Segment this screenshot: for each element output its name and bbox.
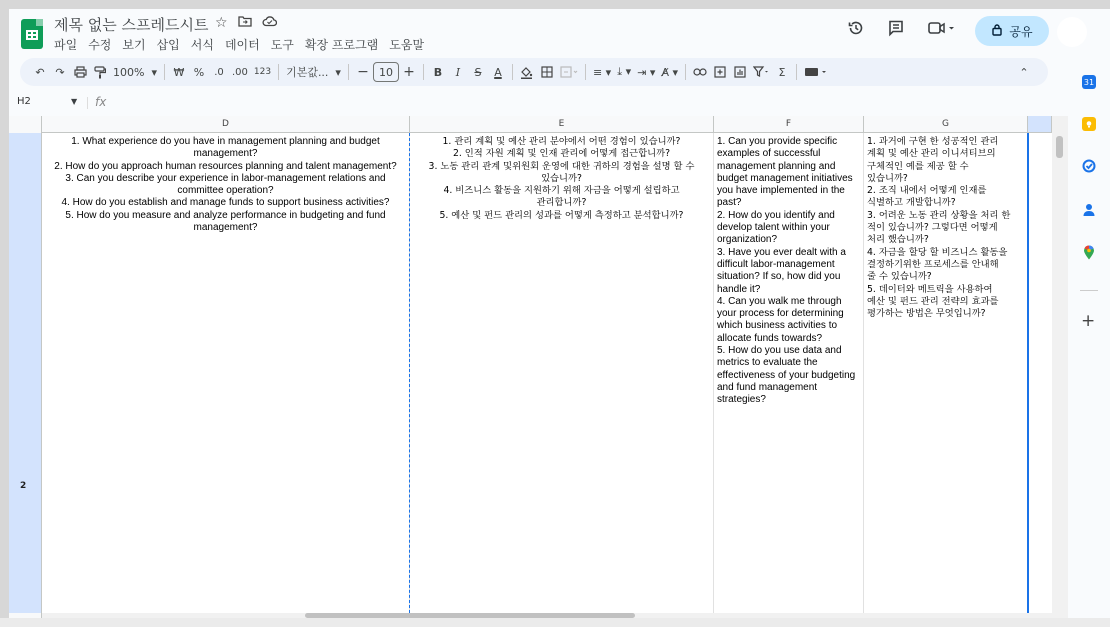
cell-line: 2. How do you identify and bbox=[717, 209, 835, 221]
cell-line: allocate funds towards? bbox=[717, 332, 823, 344]
divider bbox=[796, 64, 797, 80]
cell-line: situation? If so, how did you bbox=[717, 271, 841, 283]
tasks-icon[interactable] bbox=[1082, 159, 1096, 173]
menu-edit[interactable]: 수정 bbox=[88, 38, 112, 52]
text-rotate-icon[interactable]: A̸ ▾ bbox=[661, 65, 678, 79]
strikethrough-button[interactable]: S bbox=[474, 65, 482, 79]
move-folder-icon[interactable] bbox=[238, 15, 252, 31]
cell-line: 3. 노동 관리 관계 및위원회 운영에 대한 귀하의 경험을 설명 할 수 bbox=[428, 160, 695, 172]
cell-line: 적이 있습니까? 그렇다면 어떻게 bbox=[867, 222, 998, 234]
column-header-e[interactable]: E bbox=[410, 116, 714, 133]
cell-line: 줄 수 있습니까? bbox=[867, 271, 932, 283]
cell-line: 3. 어려운 노동 관리 상황을 처리 한 bbox=[867, 209, 1011, 221]
italic-button[interactable]: I bbox=[455, 65, 461, 79]
share-label: 공유 bbox=[1009, 24, 1033, 39]
zoom-select[interactable]: 100% ▾ bbox=[113, 65, 157, 79]
merge-cells-icon[interactable] bbox=[557, 60, 581, 84]
sheet-grid[interactable] bbox=[9, 116, 1052, 618]
divider bbox=[1080, 290, 1098, 291]
menu-bar bbox=[54, 36, 424, 53]
print-icon[interactable] bbox=[70, 60, 90, 84]
fx-label: fx bbox=[95, 95, 107, 109]
scroll-thumb[interactable] bbox=[1056, 136, 1063, 158]
menu-data[interactable]: 데이터 bbox=[224, 38, 260, 52]
cell-line: 4. Can you walk me through bbox=[717, 295, 842, 307]
cell-line: 식별하고 개발합니까? bbox=[867, 197, 956, 209]
row-header-2[interactable]: 2 bbox=[20, 481, 27, 491]
divider bbox=[348, 64, 349, 80]
menu-insert[interactable]: 삽입 bbox=[156, 38, 180, 52]
collapse-toolbar-icon[interactable]: ⌃ bbox=[1019, 65, 1029, 79]
input-tools-icon[interactable] bbox=[801, 60, 831, 84]
lock-icon bbox=[991, 23, 1003, 39]
menu-format[interactable]: 서식 bbox=[190, 38, 214, 52]
font-size-input[interactable]: 10 bbox=[373, 62, 399, 82]
cell-line: 1. What experience do you have in management planning and budget bbox=[71, 136, 380, 147]
cell-line: management? bbox=[193, 148, 258, 160]
text-wrap-icon[interactable]: ⇥ ▾ bbox=[637, 65, 656, 79]
cell-line: 5. How do you measure and analyze performance in budgeting and fund bbox=[65, 209, 386, 221]
insert-comment-icon[interactable] bbox=[710, 60, 730, 84]
window-frame-bottom bbox=[0, 618, 1110, 627]
cell-line: management? bbox=[193, 222, 258, 234]
cell-line: 3. Have you ever dealt with a bbox=[717, 246, 846, 258]
borders-icon[interactable] bbox=[537, 60, 557, 84]
number-format-button[interactable]: 123 bbox=[253, 67, 272, 77]
row-headers bbox=[9, 116, 42, 618]
percent-format-button[interactable]: % bbox=[193, 65, 205, 79]
cell-line: 5. 예산 및 펀드 관리의 성과를 어떻게 측정하고 분석합니까? bbox=[439, 209, 684, 221]
toolbar bbox=[20, 58, 1048, 86]
cell-line: metrics to evaluate the bbox=[717, 357, 818, 369]
cell-line: committee operation? bbox=[177, 185, 274, 197]
cell-line: 1. 관리 계획 및 예산 관리 분야에서 어떤 경험이 있습니까? bbox=[442, 136, 681, 147]
add-icon[interactable]: + bbox=[1081, 311, 1096, 331]
cell-line: 계획 및 예산 관리 이니셔티브의 bbox=[867, 148, 996, 160]
column-header-h[interactable] bbox=[1028, 116, 1052, 133]
cell-line: management planning and bbox=[717, 160, 836, 172]
cell-d2[interactable] bbox=[42, 133, 410, 613]
cell-line: 5. 데이터와 메트릭을 사용하여 bbox=[867, 283, 993, 295]
cell-line: 구체적인 예를 제공 할 수 bbox=[867, 160, 969, 172]
cell-f2[interactable] bbox=[714, 133, 864, 613]
filter-icon[interactable] bbox=[750, 60, 772, 84]
cell-line: 관리합니까? bbox=[536, 197, 587, 209]
horizontal-scrollbar[interactable] bbox=[42, 613, 1052, 618]
column-header-d[interactable]: D bbox=[42, 116, 410, 133]
cell-e2[interactable] bbox=[410, 133, 714, 613]
cell-line: and fund management bbox=[717, 381, 818, 393]
cloud-status-icon[interactable] bbox=[262, 15, 277, 31]
cell-line: 4. 비즈니스 활동을 지원하기 위해 자금을 어떻게 설립하고 bbox=[443, 185, 680, 197]
scroll-thumb[interactable] bbox=[305, 613, 635, 618]
text-color-button[interactable]: A bbox=[494, 65, 502, 79]
sheets-app bbox=[9, 9, 1110, 618]
comments-icon[interactable] bbox=[887, 19, 905, 37]
cell-line: develop talent within your bbox=[717, 222, 830, 234]
title-icons bbox=[215, 15, 277, 31]
cell-g2[interactable] bbox=[864, 133, 1028, 613]
divider bbox=[423, 64, 424, 80]
divider bbox=[164, 64, 165, 80]
cell-line: difficult labor-management bbox=[717, 258, 835, 270]
menu-file[interactable]: 파일 bbox=[54, 38, 78, 52]
currency-format-button[interactable]: ₩ bbox=[173, 65, 185, 79]
calendar-icon[interactable]: 31 bbox=[1082, 75, 1096, 89]
sheets-logo-icon[interactable] bbox=[21, 19, 43, 49]
document-title[interactable]: 제목 없는 스프레드시트 bbox=[54, 16, 209, 34]
cell-line: 1. Can you provide specific bbox=[717, 136, 838, 147]
name-box-dropdown-icon[interactable]: ▼ bbox=[71, 97, 78, 106]
window-frame-top bbox=[0, 0, 1110, 9]
name-box[interactable]: H2 bbox=[17, 96, 31, 107]
contacts-icon[interactable] bbox=[1082, 203, 1096, 217]
zoom-value: 100% bbox=[113, 65, 145, 79]
column-header-g[interactable]: G bbox=[864, 116, 1028, 133]
menu-view[interactable]: 보기 bbox=[122, 38, 146, 52]
star-icon[interactable]: ☆ bbox=[215, 15, 228, 31]
cell-line: 있습니까? bbox=[867, 172, 908, 184]
cell-line: you have implemented in the bbox=[717, 185, 845, 197]
cell-line: 2. How do you approach human resources planning and talent management? bbox=[54, 160, 397, 172]
horizontal-align-icon[interactable]: ≡ ▾ bbox=[592, 65, 612, 79]
cell-line: 1. 과거에 구현 한 성공적인 관리 bbox=[867, 136, 999, 147]
divider bbox=[512, 64, 513, 80]
keep-icon[interactable] bbox=[1082, 117, 1096, 131]
cell-h2[interactable] bbox=[1029, 133, 1052, 613]
meet-icon[interactable] bbox=[927, 19, 957, 37]
insert-link-icon[interactable] bbox=[690, 60, 710, 84]
undo-icon[interactable]: ↶ bbox=[35, 65, 45, 79]
cell-line: past? bbox=[717, 197, 742, 209]
decrease-decimal-button[interactable]: .0 bbox=[214, 66, 224, 78]
insert-chart-icon[interactable] bbox=[730, 60, 750, 84]
increase-decimal-button[interactable]: .00 bbox=[231, 66, 248, 78]
cell-line: which business activities to bbox=[717, 320, 838, 332]
cell-line: handle it? bbox=[717, 283, 761, 295]
cell-line: 2. 조직 내에서 어떻게 인재를 bbox=[867, 185, 987, 197]
menu-help[interactable]: 도움말 bbox=[389, 38, 425, 52]
cell-line: 예산 및 펀드 관리 전략의 효과를 bbox=[867, 295, 999, 307]
redo-icon[interactable]: ↷ bbox=[55, 65, 65, 79]
row-header-selected[interactable] bbox=[9, 133, 41, 613]
cell-line: 2. 인적 자원 계획 및 인재 관리에 어떻게 접근합니까? bbox=[452, 148, 671, 160]
font-size-increase-button[interactable]: + bbox=[403, 64, 415, 80]
divider bbox=[585, 64, 586, 80]
cell-line: 평가하는 방법은 무엇입니까? bbox=[867, 308, 986, 320]
cell-line: effectiveness of your budgeting bbox=[717, 369, 856, 381]
cell-line: 결정하기위한 프로세스를 안내해 bbox=[867, 258, 999, 270]
functions-button[interactable]: Σ bbox=[778, 65, 786, 79]
window-frame-left bbox=[0, 0, 9, 627]
bold-button[interactable]: B bbox=[433, 65, 443, 79]
font-family-value: 기본값... bbox=[286, 66, 329, 79]
maps-icon[interactable] bbox=[1082, 245, 1096, 259]
divider bbox=[685, 64, 686, 80]
column-header-f[interactable]: F bbox=[714, 116, 864, 133]
fill-color-icon[interactable] bbox=[517, 60, 537, 84]
cell-line: budget management initiatives bbox=[717, 172, 853, 184]
share-button[interactable] bbox=[975, 16, 1049, 46]
font-family-select[interactable]: 기본값... ▾ bbox=[286, 65, 341, 79]
side-panel bbox=[1068, 58, 1110, 618]
cell-line: 처리 했습니까? bbox=[867, 234, 929, 246]
cell-line: organization? bbox=[717, 234, 778, 246]
account-avatar[interactable] bbox=[1057, 17, 1087, 47]
version-history-icon[interactable] bbox=[847, 19, 865, 37]
vertical-scrollbar[interactable] bbox=[1052, 116, 1068, 618]
cell-line: 3. Can you describe your experience in labor-management relations and bbox=[65, 172, 386, 184]
menu-extensions[interactable]: 확장 프로그램 bbox=[304, 38, 379, 52]
divider bbox=[87, 97, 88, 109]
cell-line: 5. How do you use data and bbox=[717, 345, 842, 357]
divider bbox=[278, 64, 279, 80]
menu-tools[interactable]: 도구 bbox=[270, 38, 294, 52]
cell-line: strategies? bbox=[717, 394, 766, 406]
cell-line: 있습니까? bbox=[541, 172, 582, 184]
vertical-align-icon[interactable]: ⤓ ▾ bbox=[617, 65, 632, 78]
cell-line: examples of successful bbox=[717, 148, 821, 160]
font-size-decrease-button[interactable]: − bbox=[357, 64, 369, 80]
cell-line: 4. How do you establish and manage funds to support business activities? bbox=[61, 197, 390, 209]
cell-line: your process for determining bbox=[717, 308, 844, 320]
cell-line: 4. 자금을 할당 할 비즈니스 활동을 bbox=[867, 246, 1008, 258]
paint-format-icon[interactable] bbox=[90, 60, 110, 84]
